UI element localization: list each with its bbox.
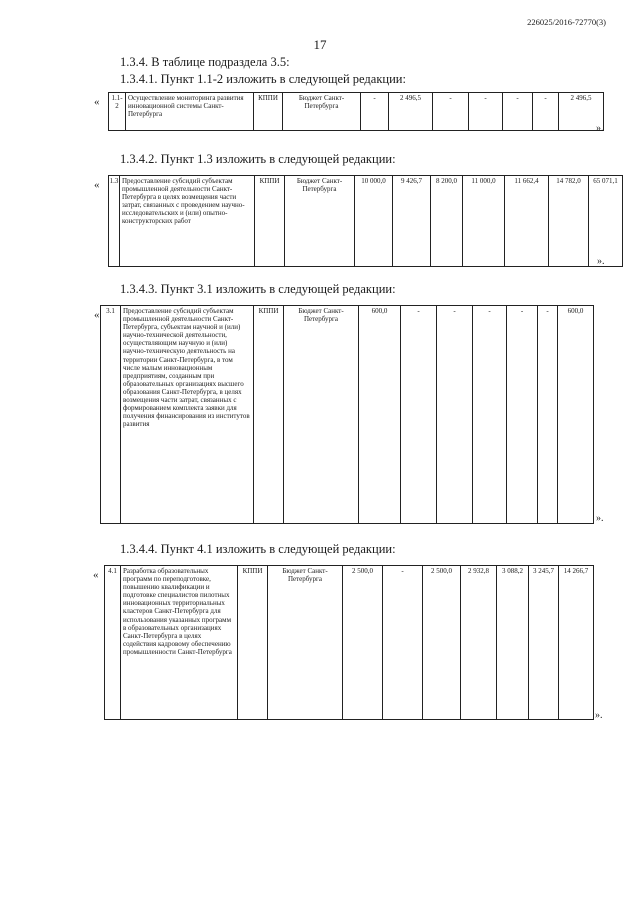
cell-total: 14 266,7 xyxy=(559,566,594,720)
cell-activity-name: Предоставление субсидий субъектам промышленной деятельности Санкт-Петербурга в целях возмещения части затрат, связанных с проведением научно-исследовательских и (или) опытно-конструкторских работ xyxy=(120,176,255,267)
cell-value: - xyxy=(361,93,389,131)
cell-value: 2 932,8 xyxy=(461,566,497,720)
cell-value: 600,0 xyxy=(359,306,401,524)
cell-total: 65 071,1 xyxy=(589,176,623,267)
cell-value: - xyxy=(538,306,558,524)
cell-value: - xyxy=(437,306,473,524)
cell-value: - xyxy=(401,306,437,524)
table-row-4-1 xyxy=(104,565,594,720)
cell-value: 2 496,5 xyxy=(389,93,433,131)
cell-value: 3 088,2 xyxy=(497,566,529,720)
section-heading-1: 1.3.4.1. Пункт 1.1-2 изложить в следующей редакции: xyxy=(120,72,406,86)
open-quote: « xyxy=(94,309,100,321)
cell-value: - xyxy=(383,566,423,720)
table-row-1-3 xyxy=(108,175,623,267)
cell-value: 2 500,0 xyxy=(423,566,461,720)
close-quote: ». xyxy=(596,123,604,134)
cell-activity-name: Осуществление мониторинга развития инновационной системы Санкт-Петербурга xyxy=(126,93,254,131)
cell-funding-source: Бюджет Санкт-Петербурга xyxy=(283,93,361,131)
close-quote: ». xyxy=(597,256,605,267)
cell-activity-name: Разработка образовательных программ по переподготовке, повышению квалификации и подготовке специалистов пилотных инновационных территориальных кластеров Санкт-Петербурга для использования указанных программ в образовательных организациях Санкт-Петербурга в целях содействия кадровому обеспечению промышленности Санкт-Петербурга xyxy=(121,566,238,720)
cell-value: - xyxy=(469,93,503,131)
cell-funding-source: Бюджет Санкт-Петербурга xyxy=(285,176,355,267)
open-quote: « xyxy=(94,96,100,108)
open-quote: « xyxy=(93,569,99,581)
cell-value: 3 245,7 xyxy=(529,566,559,720)
table-row-1-1-2 xyxy=(108,92,604,131)
section-heading-2: 1.3.4.2. Пункт 1.3 изложить в следующей редакции: xyxy=(120,152,396,166)
cell-value: 9 426,7 xyxy=(393,176,431,267)
cell-item-number: 1.3 xyxy=(109,176,120,267)
cell-value: - xyxy=(503,93,533,131)
intro-heading: 1.3.4. В таблице подраздела 3.5: xyxy=(120,55,290,69)
cell-value: 14 782,0 xyxy=(549,176,589,267)
open-quote: « xyxy=(94,179,100,191)
cell-value: - xyxy=(507,306,538,524)
cell-responsible: КППИ xyxy=(238,566,268,720)
cell-value: 11 000,0 xyxy=(463,176,505,267)
cell-funding-source: Бюджет Санкт-Петербурга xyxy=(284,306,359,524)
cell-total: 600,0 xyxy=(558,306,594,524)
close-quote: ». xyxy=(596,513,604,524)
cell-funding-source: Бюджет Санкт-Петербурга xyxy=(268,566,343,720)
cell-value: - xyxy=(473,306,507,524)
cell-value: 11 662,4 xyxy=(505,176,549,267)
cell-responsible: КППИ xyxy=(254,93,283,131)
document-number: 226025/2016-72770(3) xyxy=(527,17,606,27)
cell-item-number: 1.1-2 xyxy=(109,93,126,131)
cell-value: 8 200,0 xyxy=(431,176,463,267)
cell-value: - xyxy=(533,93,559,131)
cell-total: 2 496,5 xyxy=(559,93,604,131)
table-row-3-1 xyxy=(100,305,594,524)
close-quote: ». xyxy=(595,710,603,721)
cell-responsible: КППИ xyxy=(255,176,285,267)
cell-value: 2 500,0 xyxy=(343,566,383,720)
section-heading-3: 1.3.4.3. Пункт 3.1 изложить в следующей редакции: xyxy=(120,282,396,296)
cell-value: - xyxy=(433,93,469,131)
cell-value: 10 000,0 xyxy=(355,176,393,267)
cell-activity-name: Предоставление субсидий субъектам промышленной деятельности Санкт-Петербурга, субъектам научной и (или) научно-технической деятельности, осуществляющим научную и (или) научно-техническую деятельность на территории Санкт-Петербурга, в том числе малым инновационным предприятиям, созданным при образовательных организациях высшего образования Санкт-Петербурга, в целях возмещения части затрат, связанных с формированием комплекта заявки для получения финансирования из институтов развития xyxy=(121,306,254,524)
page-number: 17 xyxy=(313,37,327,52)
cell-responsible: КППИ xyxy=(254,306,284,524)
cell-item-number: 4.1 xyxy=(105,566,121,720)
section-heading-4: 1.3.4.4. Пункт 4.1 изложить в следующей редакции: xyxy=(120,542,396,556)
cell-item-number: 3.1 xyxy=(101,306,121,524)
